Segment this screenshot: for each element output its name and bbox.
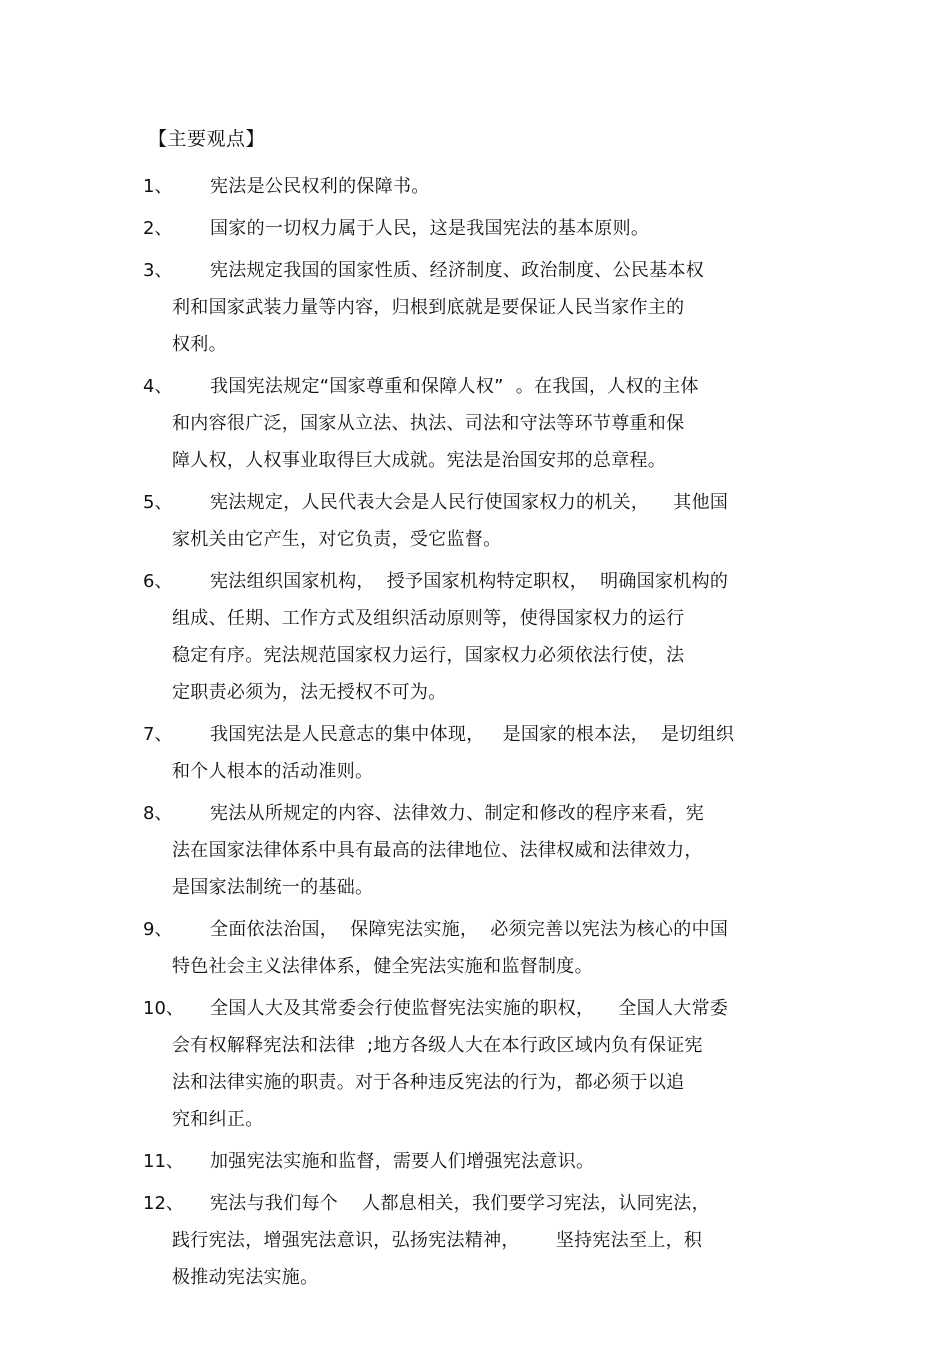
list-item xyxy=(0,252,950,363)
item-number: 2、 xyxy=(143,218,173,239)
item-text-line: 加强宪法实施和监督，需要人们增强宪法意识。 xyxy=(210,1151,595,1172)
item-text-line: 极推动宪法实施。 xyxy=(172,1267,319,1288)
item-text-line: 组成、任期、工作方式及组织活动原则等，使得国家权力的运行 xyxy=(172,608,685,629)
item-text xyxy=(172,911,812,985)
item-text-line: 宪法规定，人民代表大会是人民行使国家权力的机关， 其他国 xyxy=(210,492,729,513)
item-text-line: 践行宪法，增强宪法意识，弘扬宪法精神， 坚持宪法至上，积 xyxy=(172,1230,703,1251)
item-number: 11、 xyxy=(143,1151,184,1172)
item-text-line: 稳定有序。宪法规范国家权力运行，国家权力必须依法行使，法 xyxy=(172,645,685,666)
item-text xyxy=(172,716,812,790)
item-text-line: 和内容很广泛，国家从立法、执法、司法和守法等环节尊重和保 xyxy=(172,413,685,434)
item-text xyxy=(172,990,812,1138)
item-number: 5、 xyxy=(143,492,173,513)
item-number: 4、 xyxy=(143,376,173,397)
item-text xyxy=(172,795,812,906)
item-number: 8、 xyxy=(143,803,173,824)
list-item xyxy=(0,210,950,247)
list-item xyxy=(0,795,950,906)
item-text xyxy=(172,368,812,479)
list-item xyxy=(0,1143,950,1180)
item-number: 3、 xyxy=(143,260,173,281)
item-text xyxy=(172,484,812,558)
item-text xyxy=(172,1185,812,1296)
item-text-line: 法和法律实施的职责。对于各种违反宪法的行为，都必须于以追 xyxy=(172,1072,685,1093)
item-number: 7、 xyxy=(143,724,173,745)
list-item xyxy=(0,716,950,790)
item-text-line: 会有权解释宪法和法律 ;地方各级人大在本行政区域内负有保证宪 xyxy=(172,1035,703,1056)
item-text-line: 宪法是公民权利的保障书。 xyxy=(210,176,430,197)
item-text-line: 我国宪法是人民意志的集中体现， 是国家的根本法， 是切组织 xyxy=(210,724,735,745)
item-text-line: 权利。 xyxy=(172,334,227,355)
item-text-line: 利和国家武装力量等内容，归根到底就是要保证人民当家作主的 xyxy=(172,297,685,318)
item-number: 6、 xyxy=(143,571,173,592)
item-text xyxy=(172,563,812,711)
item-text xyxy=(172,252,812,363)
item-text xyxy=(172,210,812,247)
list-item xyxy=(0,563,950,711)
item-text-line: 国家的一切权力属于人民，这是我国宪法的基本原则。 xyxy=(210,218,650,239)
list-item xyxy=(0,990,950,1138)
item-text-line: 全国人大及其常委会行使监督宪法实施的职权， 全国人大常委 xyxy=(210,998,729,1019)
list-item xyxy=(0,168,950,205)
item-text xyxy=(172,168,812,205)
item-text-line: 家机关由它产生，对它负责，受它监督。 xyxy=(172,529,502,550)
item-text-line: 和个人根本的活动准则。 xyxy=(172,761,374,782)
item-text-line: 宪法从所规定的内容、法律效力、制定和修改的程序来看，宪 xyxy=(210,803,705,824)
item-text-line: 全面依法治国， 保障宪法实施， 必须完善以宪法为核心的中国 xyxy=(210,919,729,940)
item-number: 9、 xyxy=(143,919,173,940)
list-item xyxy=(0,368,950,479)
item-text-line: 法在国家法律体系中具有最高的法律地位、法律权威和法律效力， xyxy=(172,840,703,861)
item-number: 12、 xyxy=(143,1193,184,1214)
item-text xyxy=(172,1143,812,1180)
item-text-line: 定职责必须为，法无授权不可为。 xyxy=(172,682,447,703)
list-item xyxy=(0,911,950,985)
item-text-line: 障人权，人权事业取得巨大成就。宪法是治国安邦的总章程。 xyxy=(172,450,667,471)
item-text-line: 宪法规定我国的国家性质、经济制度、政治制度、公民基本权 xyxy=(210,260,705,281)
item-text-line: 特色社会主义法律体系，健全宪法实施和监督制度。 xyxy=(172,956,593,977)
item-number: 1、 xyxy=(143,176,173,197)
item-number: 10、 xyxy=(143,998,184,1019)
list-item xyxy=(0,484,950,558)
list-item xyxy=(0,1185,950,1296)
points-list xyxy=(0,168,950,1301)
item-text-line: 宪法与我们每个 人都息相关，我们要学习宪法，认同宪法， xyxy=(210,1193,710,1214)
item-text-line: 究和纠正。 xyxy=(172,1109,264,1130)
item-text-line: 我国宪法规定“国家尊重和保障人权” 。在我国，人权的主体 xyxy=(210,376,699,397)
item-text-line: 是国家法制统一的基础。 xyxy=(172,877,374,898)
item-text-line: 宪法组织国家机构， 授予国家机构特定职权， 明确国家机构的 xyxy=(210,571,729,592)
section-heading: 【主要观点】 xyxy=(148,128,266,150)
